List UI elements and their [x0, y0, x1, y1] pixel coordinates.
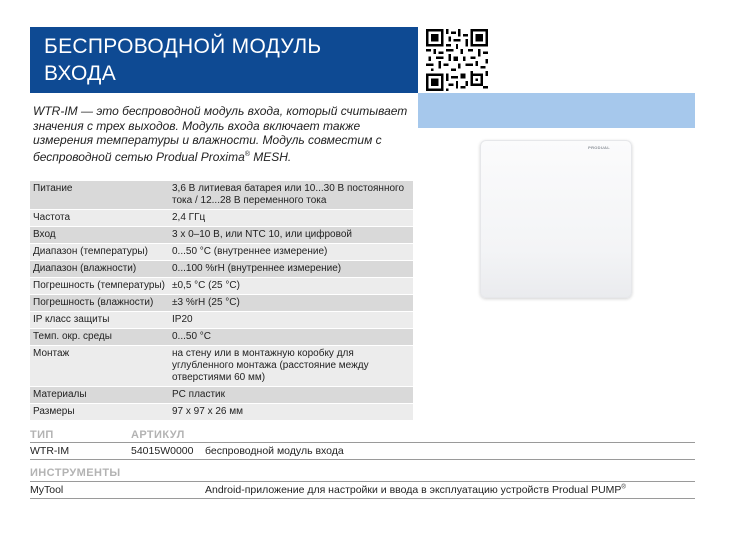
table-row [30, 404, 413, 421]
table-row [30, 346, 413, 387]
tool-name: MyTool [30, 484, 64, 496]
title-band [30, 27, 418, 93]
spec-table [30, 181, 413, 421]
tool-description-line [205, 484, 626, 496]
spec-key: Размеры [30, 404, 169, 421]
spec-value: 0...50 °C [169, 329, 413, 346]
tool-description: Android-приложение для настройки и ввода в эксплуатацию устройств Produal PUMP [205, 484, 622, 496]
tools-section-rule [30, 481, 695, 482]
spec-value: 97 x 97 x 26 мм [169, 404, 413, 421]
spec-key: Материалы [30, 387, 169, 404]
tools-heading: ИНСТРУМЕНТЫ [30, 467, 121, 479]
spec-key: Частота [30, 210, 169, 227]
intro-text: WTR-IM — это беспроводной модуль входа, который считывает значения с трех выходов. Модуль входа включает также измерения температуры и влажности. Модуль совместим с беспроводной сетью Produal Proxima [33, 104, 408, 164]
table-row [30, 295, 413, 312]
spec-value: PC пластик [169, 387, 413, 404]
spec-value: 3,6 В литиевая батарея или 10...30 В постоянного тока / 12...28 В переменного тока [169, 181, 413, 210]
spec-key: Диапазон (температуры) [30, 244, 169, 261]
spec-value: IP20 [169, 312, 413, 329]
product-description: беспроводной модуль входа [205, 445, 344, 457]
table-row [30, 312, 413, 329]
spec-value: ±0,5 °C (25 °C) [169, 278, 413, 295]
spec-value: ±3 %rH (25 °C) [169, 295, 413, 312]
intro-reg-mark: ® [244, 150, 250, 158]
table-row [30, 181, 413, 210]
type-section-rule [30, 442, 695, 443]
spec-value: 0...50 °C (внутреннее измерение) [169, 244, 413, 261]
intro-tail: MESH. [249, 149, 292, 164]
table-row [30, 329, 413, 346]
type-section-bottom-rule [30, 459, 695, 460]
spec-key: Темп. окр. среды [30, 329, 169, 346]
intro-paragraph [33, 104, 411, 164]
table-row [30, 244, 413, 261]
spec-value: 3 x 0–10 В, или NTC 10, или цифровой [169, 227, 413, 244]
tools-section-bottom-rule [30, 498, 695, 499]
product-type: WTR-IM [30, 445, 70, 457]
device-brand-mark: PRODUAL [588, 145, 610, 150]
table-row [30, 261, 413, 278]
device-photo [480, 140, 632, 298]
accent-bar [418, 93, 695, 128]
spec-key: Диапазон (влажности) [30, 261, 169, 278]
table-row [30, 387, 413, 404]
spec-key: Вход [30, 227, 169, 244]
product-article: 54015W0000 [131, 445, 194, 457]
table-row [30, 227, 413, 244]
title-line-1: БЕСПРОВОДНОЙ МОДУЛЬ [44, 35, 322, 58]
table-row [30, 278, 413, 295]
table-row [30, 210, 413, 227]
spec-key: Погрешность (температуры) [30, 278, 169, 295]
spec-key: Монтаж [30, 346, 169, 387]
tool-reg-mark: ® [621, 484, 626, 491]
qr-code-icon [426, 29, 488, 91]
spec-key: IP класс защиты [30, 312, 169, 329]
title-line-2: ВХОДА [44, 62, 116, 85]
spec-value: 0...100 %rH (внутреннее измерение) [169, 261, 413, 278]
spec-value: 2,4 ГГц [169, 210, 413, 227]
spec-key: Питание [30, 181, 169, 210]
spec-value: на стену или в монтажную коробку для углубленного монтажа (расстояние между отверстиями 60 мм) [169, 346, 413, 387]
type-column-heading: ТИП [30, 429, 54, 441]
article-column-heading: АРТИКУЛ [131, 429, 185, 441]
spec-key: Погрешность (влажности) [30, 295, 169, 312]
